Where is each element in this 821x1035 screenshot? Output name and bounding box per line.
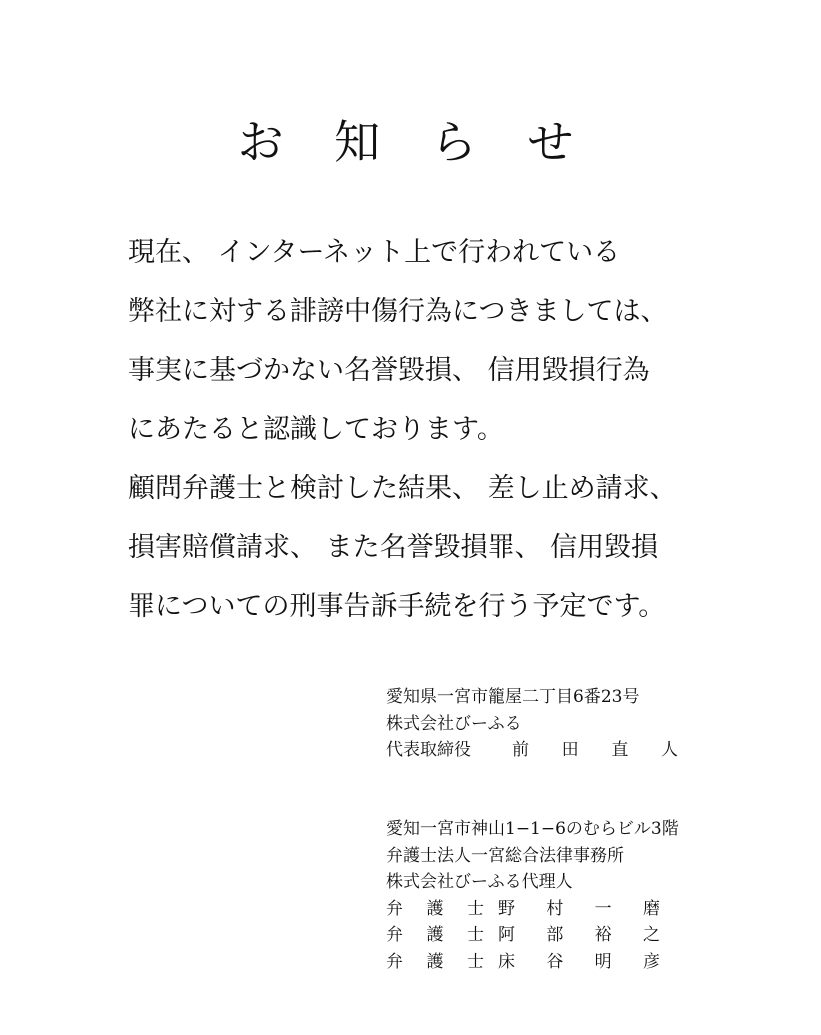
law-firm-address: 愛知一宮市神山1−1−6のむらビル3階 [386, 819, 679, 839]
body-line: 罪についての刑事告訴手続を行う予定です。 [128, 591, 666, 622]
law-firm-signature [386, 816, 686, 975]
notice-body [128, 223, 708, 636]
lawyer-row [386, 922, 686, 949]
lawyer-role: 弁 護 士 [386, 898, 484, 919]
company-name: 株式会社びーふる [386, 713, 522, 734]
lawyer-name: 床 谷 明 彦 [498, 951, 660, 972]
lawyer-row [386, 896, 686, 923]
company-address: 愛知県一宮市籠屋二丁目6番23号 [386, 687, 640, 707]
body-line: 損害賠償請求、 また名誉毀損罪、 信用毀損 [128, 532, 659, 563]
body-line: 顧問弁護士と検討した結果、 差し止め請求、 [128, 473, 677, 504]
representative-title: 代表取締役 [386, 740, 471, 760]
lawyer-row [386, 949, 686, 976]
body-line: 事実に基づかない名誉毀損、 信用毀損行為 [128, 355, 650, 386]
lawyer-role: 弁 護 士 [386, 951, 484, 972]
body-line: 弊社に対する誹謗中傷行為につきましては、 [128, 296, 668, 327]
company-signature [386, 684, 686, 764]
representative-row [386, 737, 686, 764]
page-title: お 知 ら せ [237, 115, 592, 169]
lawyer-role: 弁 護 士 [386, 925, 484, 945]
lawyer-name: 野 村 一 磨 [498, 898, 660, 919]
body-line: にあたると認識しております。 [128, 414, 504, 445]
body-line: 現在、 インターネット上で行われている [128, 237, 621, 268]
agent-label: 株式会社びーふる代理人 [386, 872, 573, 892]
representative-name: 前 田 直 人 [512, 740, 678, 760]
law-firm-name: 弁護士法人一宮総合法律事務所 [386, 845, 624, 866]
lawyer-name: 阿 部 裕 之 [498, 925, 660, 945]
